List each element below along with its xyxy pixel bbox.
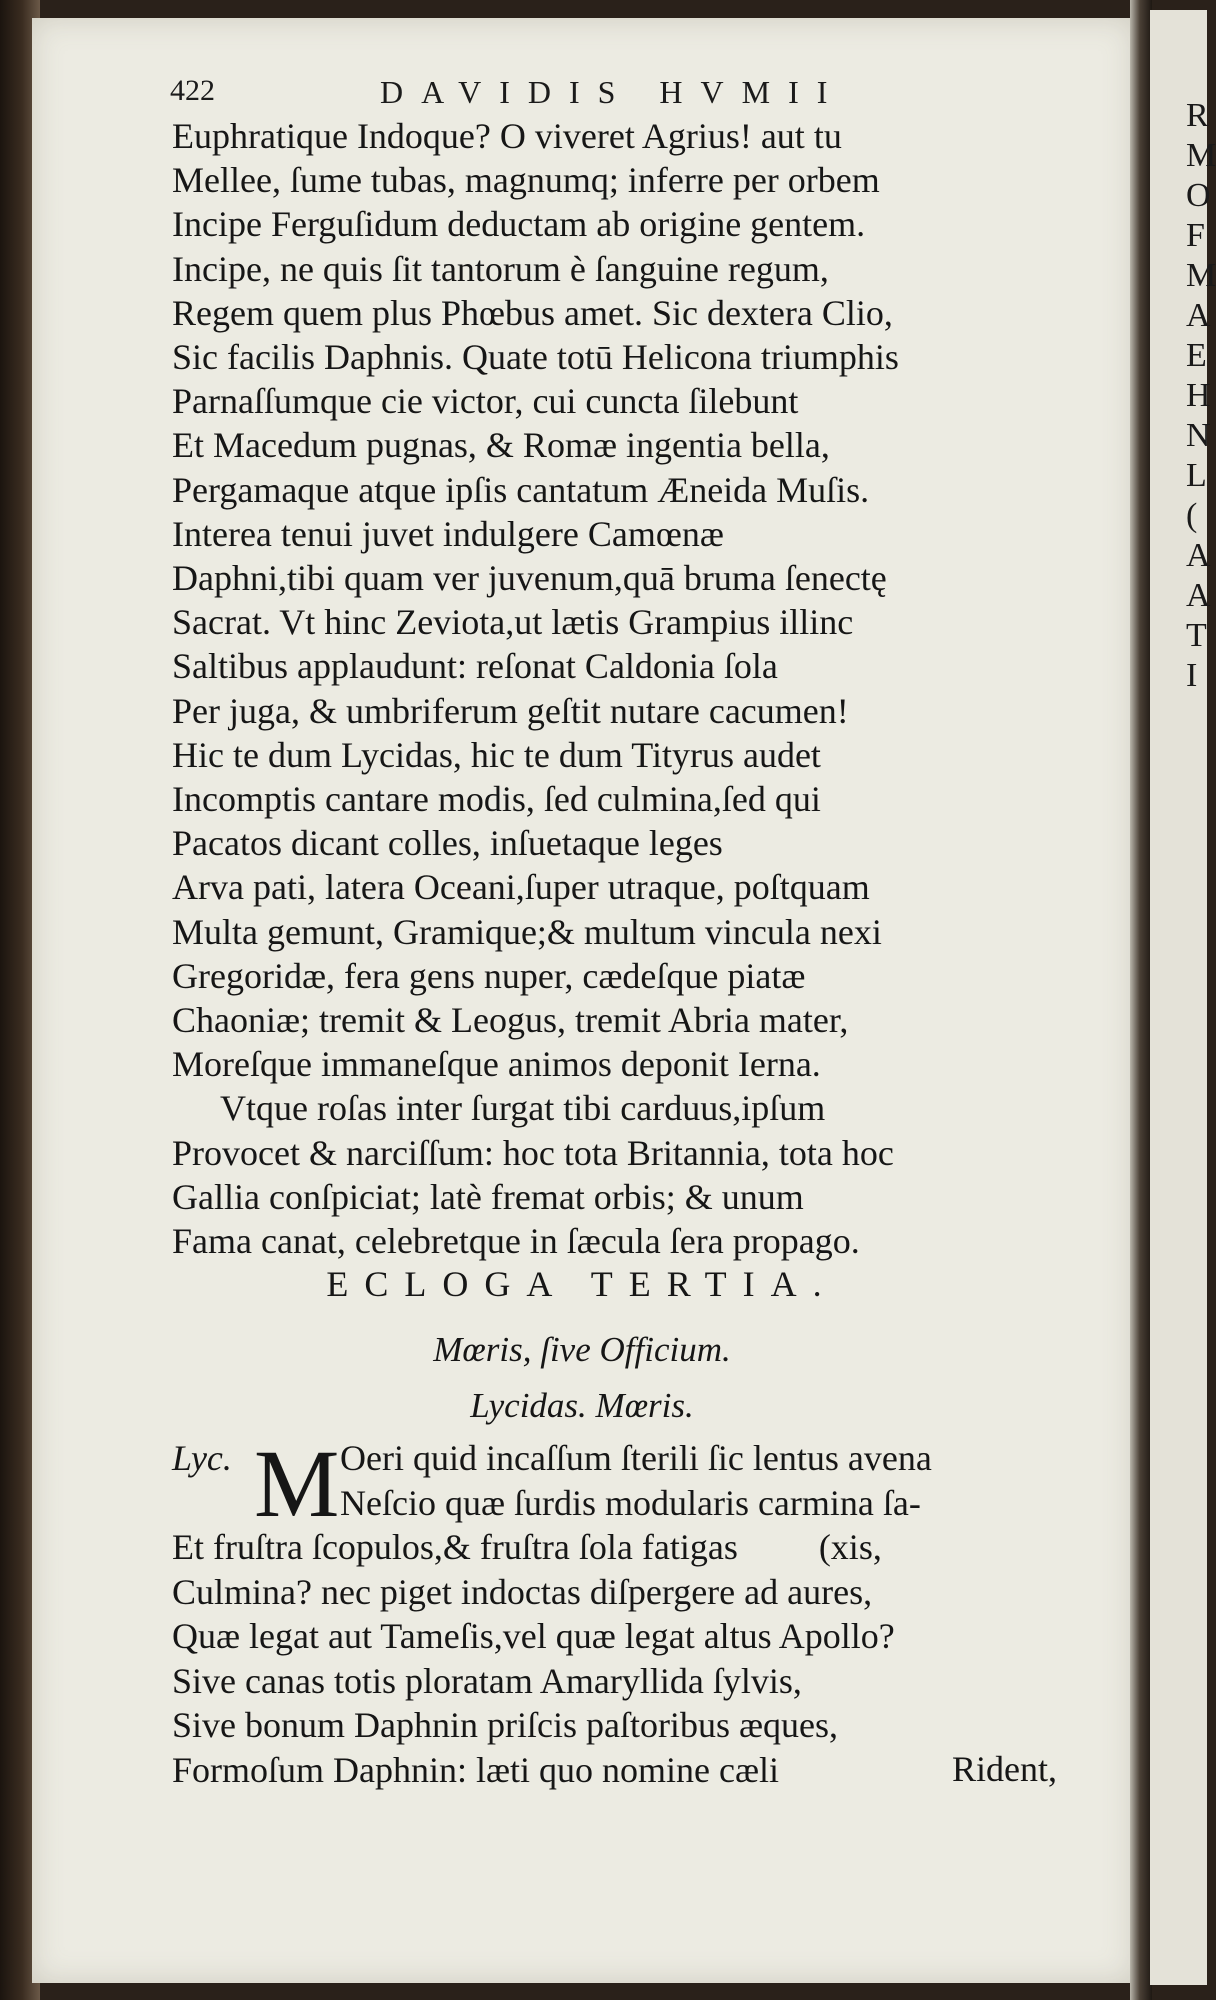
verse-line: Sacrat. Vt hinc Zeviota,ut lætis Grampius illinc [172, 602, 854, 643]
verse-line: Provocet & narciſſum: hoc tota Britannia, tota hoc [172, 1132, 894, 1173]
verse-line: Gallia conſpiciat; latè fremat orbis; & unum [172, 1176, 804, 1217]
catchword: Rident, [952, 1749, 1057, 1789]
facing-letter: O [1186, 177, 1211, 214]
facing-letter: F [1186, 217, 1205, 254]
verse-line: Vtque roſas inter ſurgat tibi carduus,ipſum [220, 1088, 826, 1129]
verse-line: Regem quem plus Phœbus amet. Sic dextera Clio, [172, 292, 893, 333]
book-page [32, 18, 1134, 1983]
ecloga-block [172, 1430, 1102, 1792]
facing-letter: L [1186, 457, 1207, 494]
verse-line: Culmina? nec piget indoctas diſpergere ad aures, [172, 1571, 873, 1612]
facing-letter: I [1186, 657, 1198, 694]
verse-line: Interea tenui juvet indulgere Camœnæ [172, 513, 724, 554]
verse-line: Mellee, ſume tubas, magnumq; inferre per orbem [172, 160, 880, 201]
facing-letter: A [1186, 577, 1211, 614]
verse-block [172, 114, 1102, 1263]
running-head: DAVIDIS HVMII [380, 74, 846, 110]
verse-line: Saltibus applaudunt: reſonat Caldonia ſola [172, 646, 778, 687]
facing-letter: N [1186, 417, 1211, 454]
book-gutter [1130, 0, 1152, 2000]
verse-line: Sic facilis Daphnis. Quate totū Helicona triumphis [172, 337, 899, 378]
verse-line: Chaoniæ; tremit & Leogus, tremit Abria mater, [172, 1000, 849, 1041]
facing-page-letters [1150, 96, 1216, 696]
verse-line: Pergamaque atque ipſis cantatum Æneida Muſis. [172, 469, 870, 510]
facing-letter: E [1186, 337, 1207, 374]
verse-line: Incipe, ne quis ſit tantorum è ſanguine regum, [172, 248, 829, 289]
facing-letter: ( [1186, 497, 1198, 534]
verse-line: Et fruſtra ſcopulos,& fruſtra ſola fatigas (xis, [172, 1527, 882, 1567]
facing-letter: H [1186, 377, 1211, 414]
facing-letter: T [1186, 617, 1207, 654]
verse-line: Et Macedum pugnas, & Romæ ingentia bella, [172, 425, 830, 466]
facing-letter: R [1186, 97, 1209, 134]
facing-letter: M [1186, 137, 1216, 174]
section-title: ECLOGA TERTIA. [326, 1264, 838, 1304]
section-subtitle: Mœris, ſive Officium. [433, 1330, 731, 1369]
verse-line: Gregoridæ, fera gens nuper, cædeſque piatæ [172, 955, 806, 996]
verse-line: Sive canas totis ploratam Amaryllida ſylvis, [172, 1660, 802, 1701]
speaker-label: Lyc. [172, 1438, 232, 1478]
verse-line: Neſcio quæ ſurdis modularis carmina ſa- [340, 1482, 921, 1523]
facing-letter: A [1186, 537, 1211, 574]
page-number: 422 [170, 74, 215, 107]
verse-line: Quæ legat aut Tameſis,vel quæ legat altus Apollo? [172, 1616, 895, 1656]
section-speakers: Lycidas. Mœris. [470, 1386, 694, 1425]
verse-line: Daphni,tibi quam ver juvenum,quā bruma ſenectę [172, 558, 887, 599]
verse-line: Incipe Ferguſidum deductam ab origine gentem. [172, 204, 866, 245]
verse-line: Euphratique Indoque? O viveret Agrius! aut tu [172, 116, 842, 156]
verse-line: Hic te dum Lycidas, hic te dum Tityrus audet [172, 734, 821, 775]
verse-line: Per juga, & umbriferum geſtit nutare cacumen! [172, 690, 849, 731]
facing-letter: A [1186, 297, 1211, 334]
verse-line: Pacatos dicant colles, inſuetaque leges [172, 823, 723, 864]
verse-line: Sive bonum Daphnin priſcis paſtoribus æques, [172, 1705, 838, 1745]
verse-line: Parnaſſumque cie victor, cui cuncta ſilebunt [172, 381, 799, 422]
verse-line: Oeri quid incaſſum ſterili ſic lentus avena [340, 1438, 932, 1478]
facing-letter: M [1186, 257, 1216, 294]
verse-line: Formoſum Daphnin: læti quo nomine cæli [172, 1749, 779, 1790]
ecloga-first-line [172, 1436, 1102, 1481]
verse-line: Incomptis cantare modis, ſed culmina,ſed qui [172, 779, 821, 820]
facing-page-edge [1150, 10, 1216, 1985]
verse-line: Fama canat, celebretque in ſæcula ſera propago. [172, 1221, 860, 1262]
verse-line: Multa gemunt, Gramique;& multum vincula nexi [172, 911, 882, 952]
drop-cap: M [254, 1430, 340, 1537]
verse-line: Moreſque immaneſque animos deponit Ierna. [172, 1044, 821, 1085]
verse-line: Arva pati, latera Oceani,ſuper utraque, poſtquam [172, 867, 870, 908]
